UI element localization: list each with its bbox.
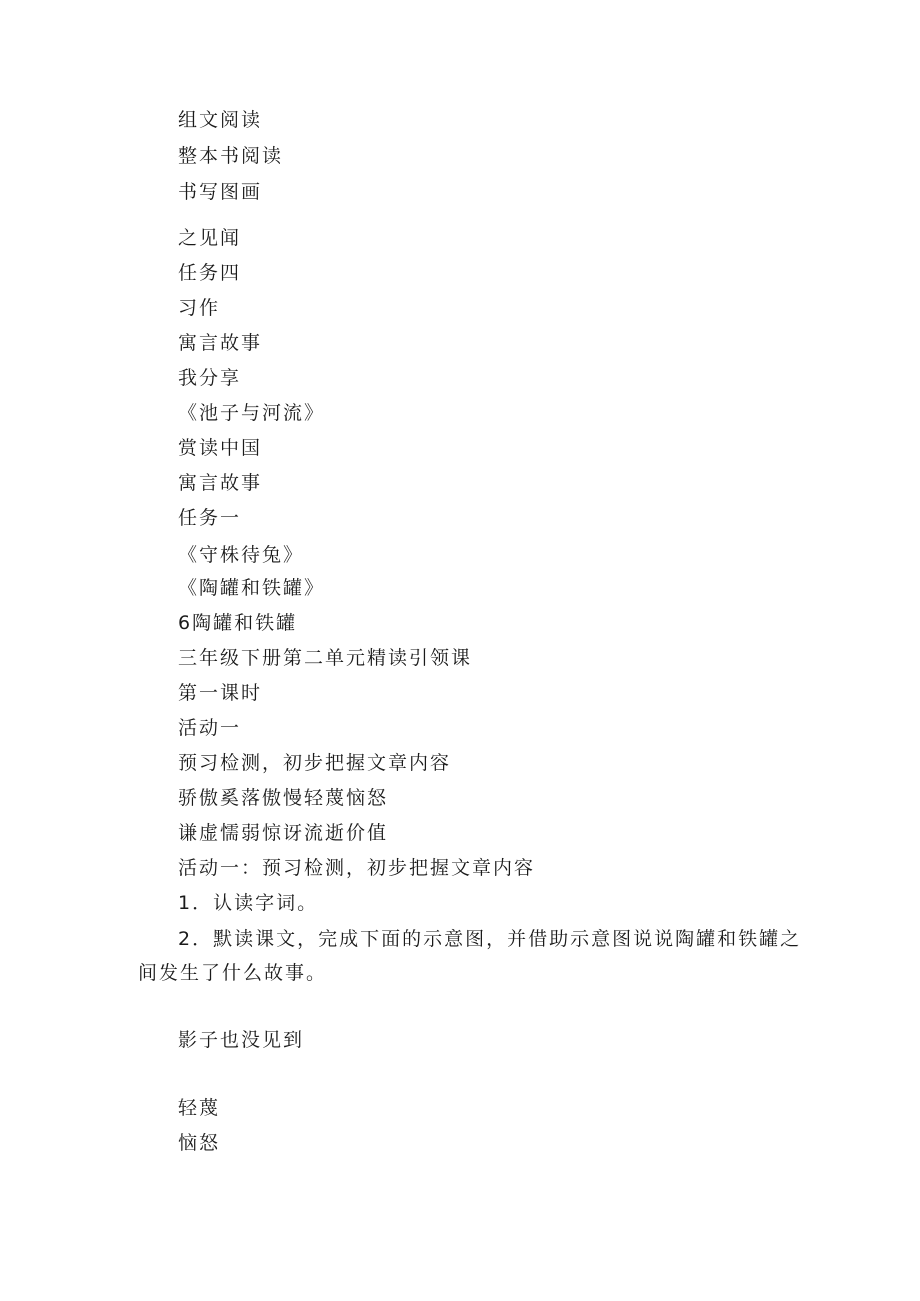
text-line: 三年级下册第二单元精读引领课 <box>178 647 473 669</box>
text-line: 间发生了什么故事。 <box>138 962 328 984</box>
text-line: 《守株待兔》 <box>178 544 305 566</box>
text-line: 任务四 <box>178 262 242 284</box>
text-line: 组文阅读 <box>178 109 263 131</box>
text-line: 《池子与河流》 <box>178 402 326 424</box>
text-line: 活动一：预习检测，初步把握文章内容 <box>178 857 536 879</box>
text-line: 寓言故事 <box>178 332 263 354</box>
text-line: 整本书阅读 <box>178 145 284 167</box>
text-line: 骄傲奚落傲慢轻蔑恼怒 <box>178 787 389 809</box>
text-line: 书写图画 <box>178 181 263 203</box>
text-line: 影子也没见到 <box>178 1029 305 1051</box>
text-line: 谦虚懦弱惊讶流逝价值 <box>178 822 389 844</box>
text-line: 之见闻 <box>178 227 242 249</box>
text-line: 赏读中国 <box>178 437 263 459</box>
text-line: 2．默读课文，完成下面的示意图，并借助示意图说说陶罐和铁罐之 <box>178 928 802 950</box>
text-line: 活动一 <box>178 717 242 739</box>
text-line: 习作 <box>178 297 221 319</box>
text-line: 1．认读字词。 <box>178 892 319 914</box>
text-line: 寓言故事 <box>178 472 263 494</box>
text-line: 任务一 <box>178 507 242 529</box>
text-line: 恼怒 <box>178 1132 221 1154</box>
text-line: 轻蔑 <box>178 1097 221 1119</box>
text-line: 6陶罐和铁罐 <box>178 612 298 634</box>
text-line: 《陶罐和铁罐》 <box>178 577 326 599</box>
text-line: 预习检测，初步把握文章内容 <box>178 752 452 774</box>
text-line: 我分享 <box>178 367 242 389</box>
text-line: 第一课时 <box>178 682 263 704</box>
